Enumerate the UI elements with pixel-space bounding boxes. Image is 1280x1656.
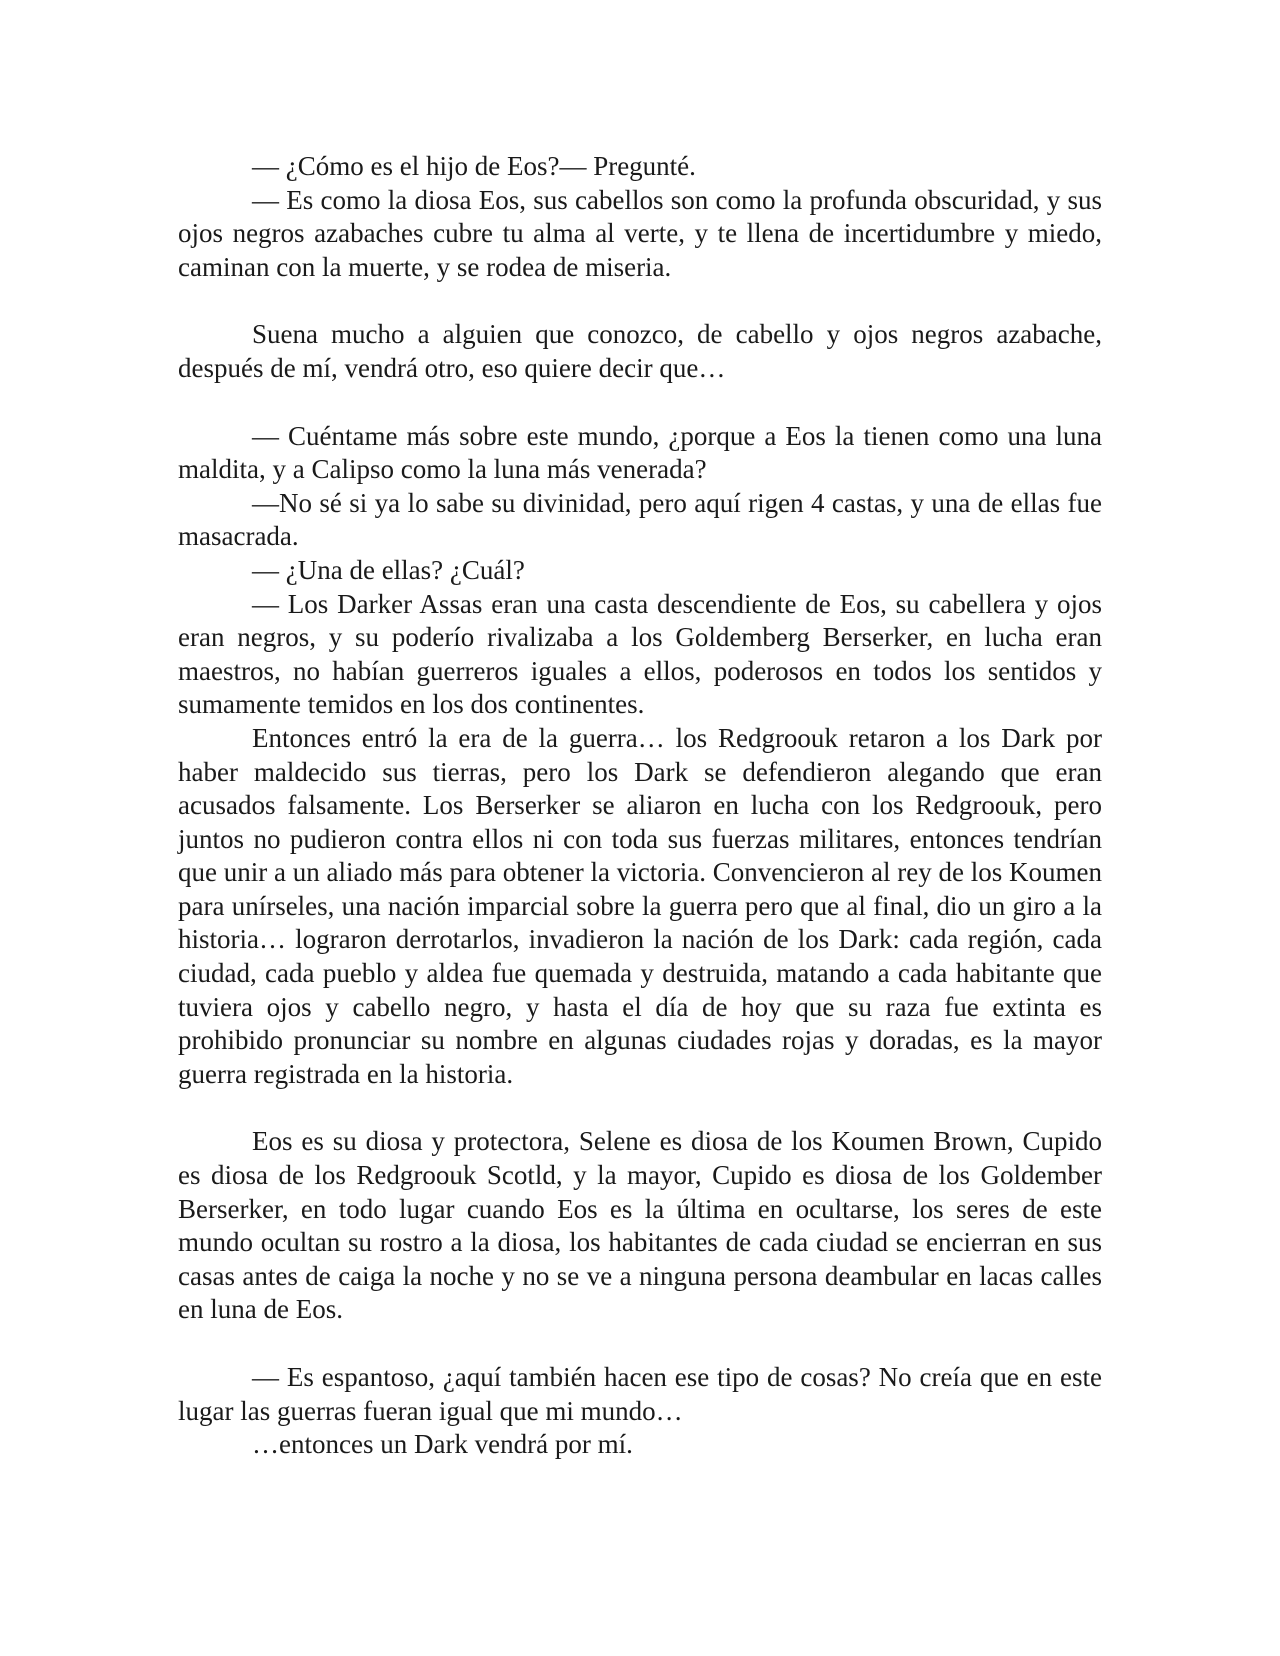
paragraph: — Cuéntame más sobre este mundo, ¿porque a Eos la tienen como una luna maldita, y a Calipso como la luna más venerada? (178, 420, 1102, 485)
paragraph: Suena mucho a alguien que conozco, de cabello y ojos negros azabache, después de mí, vendrá otro, eso quiere decir que… (178, 319, 1102, 383)
paragraph: —No sé si ya lo sabe su divinidad, pero aquí rigen 4 castas, y una de ellas fue masacrada. (178, 487, 1102, 552)
paragraph: — ¿Una de ellas? ¿Cuál? (252, 554, 525, 585)
paragraph: — Es espantoso, ¿aquí también hacen ese tipo de cosas? No creía que en este lugar las guerras fueran igual que mi mundo… (178, 1362, 1102, 1426)
paragraph-gap (178, 1091, 1102, 1125)
paragraph-gap (178, 386, 1102, 420)
paragraph: …entonces un Dark vendrá por mí. (252, 1429, 633, 1460)
document-page (178, 150, 1102, 1462)
paragraph: — ¿Cómo es el hijo de Eos?— Pregunté. (252, 151, 696, 181)
paragraph: Eos es su diosa y protectora, Selene es diosa de los Koumen Brown, Cupido es diosa de los Redgroouk Scotld, y la mayor, Cupido es diosa de los Goldember Berserker, en todo lugar cuando Eos es la última en ocultarse, los seres de este mundo ocultan su rostro a la diosa, los habitantes de cada ciudad se encierran en sus casas antes de caiga la noche y no se ve a ninguna persona deambular en lacas calles en luna de Eos. (178, 1126, 1102, 1325)
paragraph: Entonces entró la era de la guerra… los Redgroouk retaron a los Dark por haber maldecido sus tierras, pero los Dark se defendieron alegando que eran acusados falsamente. Los Berserker se aliaron en lucha con los Redgroouk, pero juntos no pudieron contra ellos ni con toda sus fuerzas militares, entonces tendrían que unir a un aliado más para obtener la victoria. Convencieron al rey de los Koumen para unírseles, una nación imparcial sobre la guerra pero que al final, dio un giro a la historia… lograron derrotarlos, invadieron la nación de los Dark: cada región, cada ciudad, cada pueblo y aldea fue quemada y destruida, matando a cada habitante que tuviera ojos y cabello negro, y hasta el día de hoy que su raza fue extinta es prohibido pronunciar su nombre en algunas ciudades rojas y doradas, es la mayor guerra registrada en la historia. (178, 722, 1102, 1089)
paragraph-gap (178, 1327, 1102, 1361)
paragraph: — Los Darker Assas eran una casta descendiente de Eos, su cabellera y ojos eran negros, y su poderío rivalizaba a los Goldemberg Berserker, en lucha eran maestros, no habían guerreros iguales a ellos, poderosos en todos los sentidos y sumamente temidos en los dos continentes. (178, 588, 1102, 720)
paragraph-gap (178, 284, 1102, 318)
paragraph: — Es como la diosa Eos, sus cabellos son como la profunda obscuridad, y sus ojos negros azabaches cubre tu alma al verte, y te llena de incertidumbre y miedo, caminan con la muerte, y se rodea de miseria. (178, 184, 1102, 282)
